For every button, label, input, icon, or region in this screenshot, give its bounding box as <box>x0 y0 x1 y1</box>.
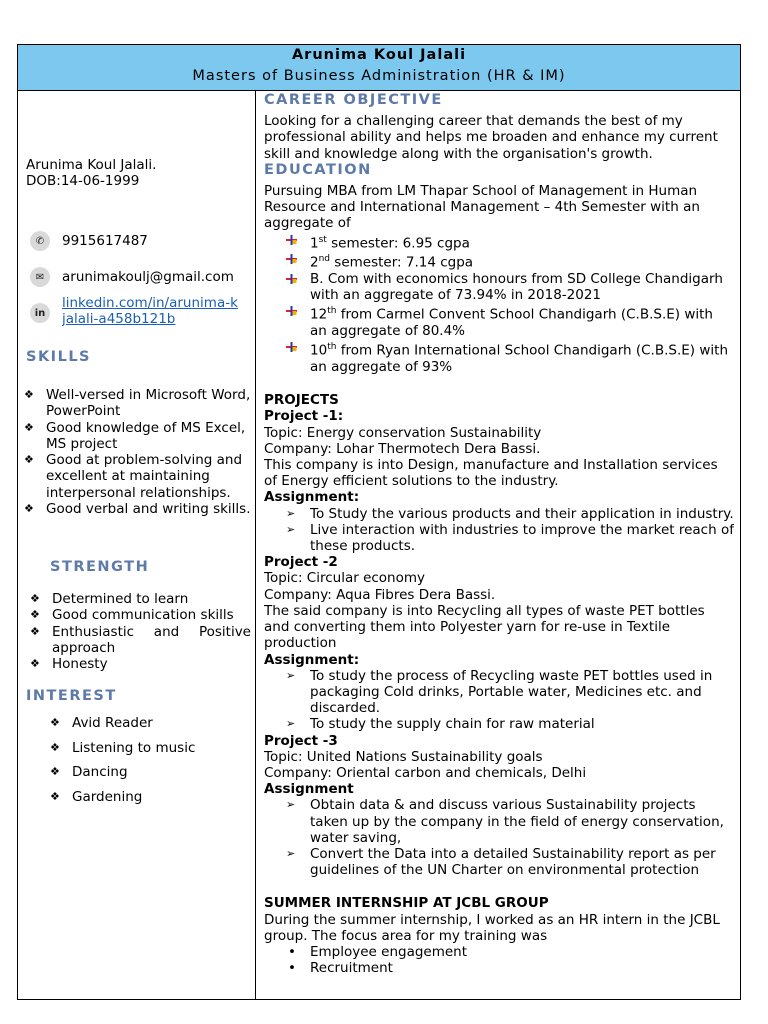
list-item: • Recruitment <box>264 960 734 976</box>
email-icon: ✉ <box>30 267 50 287</box>
assignment-label: Assignment <box>264 781 354 798</box>
list-item: ❖ Determined to learn <box>30 591 251 607</box>
skills-list <box>24 387 252 517</box>
list-item: ❖ Good communication skills <box>30 607 251 623</box>
list-item: ➢ To study the supply chain for raw material <box>264 716 734 732</box>
list-item: • Employee engagement <box>264 944 734 960</box>
career-objective-text: Looking for a challenging career that demands the best of my professional ability and helps me broaden and enhance my current skill and knowledge along with the organisation's growth. <box>264 113 718 162</box>
projects-section <box>264 392 734 878</box>
list-item: ❖ Well-versed in Microsoft Word, PowerPoint <box>24 387 252 420</box>
list-item: ❖ Good knowledge of MS Excel, MS project <box>24 420 252 453</box>
flag-bullet-icon <box>286 342 297 352</box>
project-desc: The said company is into Recycling all types of waste PET bottles and converting them into Polyester yarn for re-use in Textile production <box>264 602 705 652</box>
education-title: EDUCATION <box>264 161 372 178</box>
interest-title: INTEREST <box>26 688 117 704</box>
list-item: ➢ Obtain data & and discuss various Sustainability projects taken up by the company in the field of energy conservation, water saving, <box>264 797 734 846</box>
strength-title: STRENGTH <box>50 559 150 575</box>
internship-section <box>264 895 734 976</box>
email-address: arunimakoulj@gmail.com <box>62 269 234 285</box>
internship-title: SUMMER INTERNSHIP AT JCBL GROUP <box>264 895 549 912</box>
list-item: ➢ To Study the various products and their application in industry. <box>264 506 734 522</box>
project-desc: This company is into Design, manufacture and Installation services of Energy efficient solutions to the industry. <box>264 457 718 490</box>
list-item: 12th from Carmel Convent School Chandigarh (C.B.S.E) with an aggregate of 80.4% <box>264 303 734 339</box>
project-2 <box>264 554 734 732</box>
internship-text: During the summer internship, I worked as an HR intern in the JCBL group. The focus area for my training was <box>264 911 720 944</box>
strength-list <box>30 591 251 672</box>
list-item: ❖ Good at problem-solving and excellent at maintaining interpersonal relationships. <box>24 452 252 501</box>
career-objective-title: CAREER OBJECTIVE <box>264 92 443 108</box>
skills-title: SKILLS <box>26 349 91 365</box>
education-intro: Pursuing MBA from LM Thapar School of Management in Human Resource and International Management – 4th Semester with an aggregate of <box>264 183 700 232</box>
list-item: B. Com with economics honours from SD College Chandigarh with an aggregate of 73.94% in 2018-2021 <box>264 271 734 303</box>
flag-bullet-icon <box>286 254 297 264</box>
flag-bullet-icon <box>286 274 297 284</box>
education-list <box>264 232 734 376</box>
project-topic: Topic: Energy conservation Sustainability <box>264 424 542 441</box>
project-company: Company: Aqua Fibres Dera Bassi. <box>264 586 496 603</box>
list-item: ❖ Avid Reader <box>50 711 250 736</box>
candidate-degree: Masters of Business Administration (HR & IM) <box>192 68 566 84</box>
left-column <box>18 91 255 999</box>
column-divider <box>255 91 256 999</box>
list-item: ❖ Dancing <box>50 760 250 785</box>
personal-info <box>26 157 156 189</box>
list-item: ➢ Live interaction with industries to improve the market reach of these products. <box>264 522 734 554</box>
project-company: Company: Lohar Thermotech Dera Bassi. <box>264 440 541 457</box>
flag-bullet-icon <box>286 306 297 316</box>
flag-bullet-icon <box>286 235 297 245</box>
phone-number: 9915617487 <box>62 233 148 249</box>
list-item: 1st semester: 6.95 cgpa <box>264 232 734 252</box>
project-heading: Project -3 <box>264 732 338 749</box>
linkedin-link[interactable] <box>62 295 248 327</box>
projects-title: PROJECTS <box>264 392 339 409</box>
resume-header <box>18 45 740 91</box>
project-heading: Project -1: <box>264 408 344 425</box>
list-item: ➢ Convert the Data into a detailed Sustainability report as per guidelines of the UN Charter on environmental protection <box>264 846 734 878</box>
linkedin-line-1[interactable]: linkedin.com/in/arunima-k <box>62 295 238 311</box>
project-company: Company: Oriental carbon and chemicals, Delhi <box>264 764 587 781</box>
project-3 <box>264 733 734 879</box>
linkedin-icon: in <box>30 303 50 323</box>
resume-page <box>17 44 741 1000</box>
list-item: ❖ Good verbal and writing skills. <box>24 501 252 517</box>
phone-icon: ✆ <box>30 231 50 251</box>
list-item: ❖ Gardening <box>50 785 250 810</box>
project-topic: Topic: United Nations Sustainability goals <box>264 748 543 765</box>
interest-list <box>50 711 250 809</box>
linkedin-line-2[interactable]: jalali-a458b121b <box>62 311 176 327</box>
candidate-name: Arunima Koul Jalali <box>291 47 467 63</box>
project-topic: Topic: Circular economy <box>264 570 426 587</box>
dob-line: DOB:14-06-1999 <box>26 173 140 189</box>
project-1 <box>264 408 734 554</box>
list-item: ❖ Listening to music <box>50 736 250 761</box>
list-item: 10th from Ryan International School Chandigarh (C.B.S.E) with an aggregate of 93% <box>264 339 734 375</box>
list-item: ➢ To study the process of Recycling waste PET bottles used in packaging Cold drinks, Portable water, Medicines etc. and discarded. <box>264 668 734 717</box>
project-heading: Project -2 <box>264 554 338 571</box>
right-column <box>264 91 734 999</box>
list-item: ❖ Honesty <box>30 656 251 672</box>
list-item: 2nd semester: 7.14 cgpa <box>264 251 734 271</box>
name-line: Arunima Koul Jalali. <box>26 157 157 173</box>
assignment-label: Assignment: <box>264 651 360 668</box>
assignment-label: Assignment: <box>264 489 360 506</box>
list-item: ❖ Enthusiastic and Positive approach <box>30 624 251 657</box>
